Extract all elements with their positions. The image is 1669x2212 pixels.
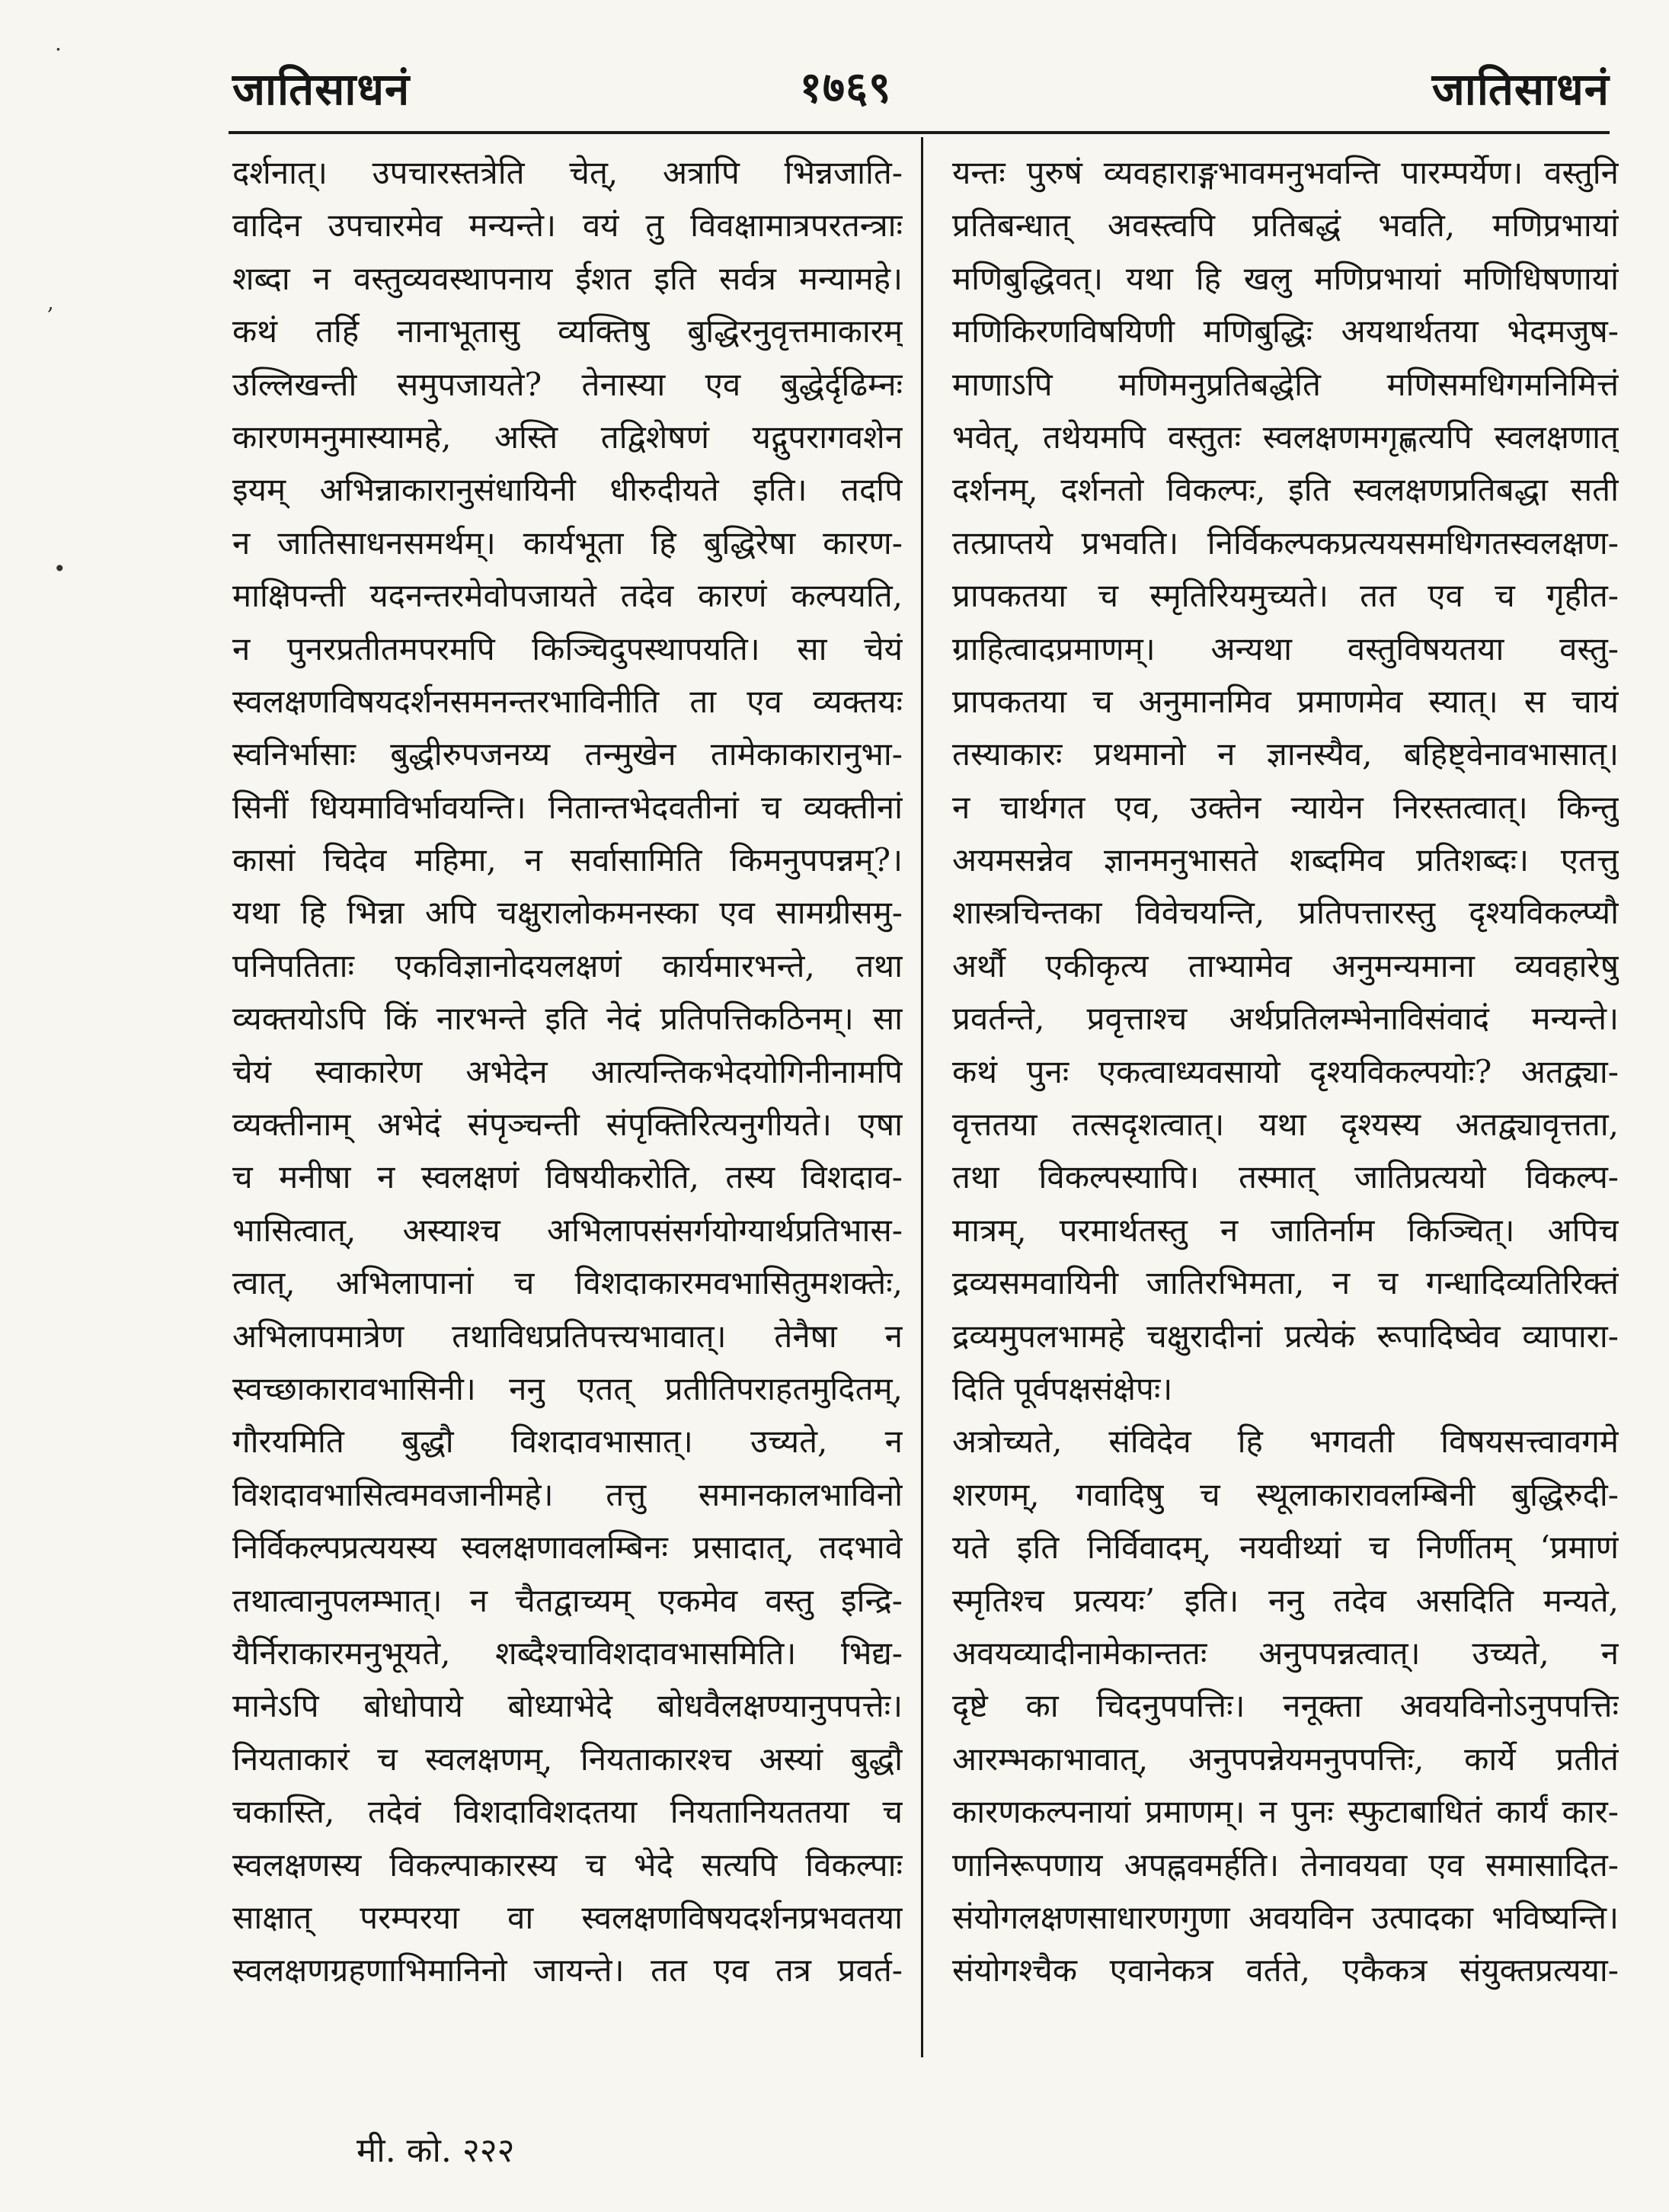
text-line: उल्लिखन्ती समुपजायते? तेनास्या एव बुद्धेर्दृढिम्नः xyxy=(232,365,903,403)
text-line: णानिरूपणाय अपह्नवमर्हति। तेनावयवा एव समासादित- xyxy=(952,1845,1619,1884)
text-line: दृष्टे का चिदनुपपत्तिः। ननूक्ता अवयविनोऽनुपपत्तिः xyxy=(952,1687,1619,1725)
text-line: तथा विकल्पस्यापि। तस्मात् जातिप्रत्ययो विकल्प- xyxy=(952,1158,1619,1196)
text-line: न पुनरप्रतीतमपरमपि किञ्चिदुपस्थापयति। सा चेयं xyxy=(232,629,903,667)
text-line: आरम्भकाभावात्, अनुपपन्नेयमनुपपत्तिः, कार्ये प्रतीतं xyxy=(952,1740,1619,1778)
text-line: तस्याकारः प्रथमानो न ज्ञानस्यैव, बहिष्ट्वेनावभासात्। xyxy=(952,735,1619,773)
text-line: स्वलक्षणग्रहणाभिमानिनो जायन्ते। तत एव तत्र प्रवर्त- xyxy=(232,1951,903,1990)
footer-signature: मी. को. २२२ xyxy=(357,2131,515,2170)
text-line: स्वलक्षणस्य विकल्पाकारस्य च भेदे सत्यपि विकल्पाः xyxy=(232,1845,903,1884)
left-column xyxy=(232,146,903,1997)
margin-mark: , xyxy=(47,290,54,315)
right-column xyxy=(952,146,1619,1997)
text-line: विशदावभासित्वमवजानीमहे। तत्तु समानकालभाविनो xyxy=(232,1475,903,1513)
text-line: कारणकल्पनायां प्रमाणम्। न पुनः स्फुटाबाधितं कार्यं कार- xyxy=(952,1793,1619,1831)
text-line: अयमसन्नेव ज्ञानमनुभासते शब्दमिव प्रतिशब्दः। एतत्तु xyxy=(952,841,1619,879)
text-line: अभिलापमात्रेण तथाविधप्रतिपत्त्यभावात्। तेनैषा न xyxy=(232,1317,903,1355)
text-line: प्रापकतया च अनुमानमिव प्रमाणमेव स्यात्। स चायं xyxy=(952,682,1619,720)
text-line: भासित्वात्, अस्याश्च अभिलापसंसर्गयोग्यार्थप्रतिभास- xyxy=(232,1211,903,1249)
margin-mark: • xyxy=(53,556,66,581)
text-line: मात्रम्, परमार्थतस्तु न जातिर्नाम किञ्चित्। अपिच xyxy=(952,1211,1619,1249)
text-line: मानेऽपि बोधोपाये बोध्याभेदे बोधवैलक्षण्यानुपपत्तेः। xyxy=(232,1687,903,1725)
text-line: चकास्ति, तदेवं विशदाविशदतया नियतानियततया च xyxy=(232,1793,903,1831)
column-divider xyxy=(921,137,923,2057)
text-line: माणाऽपि मणिमनुप्रतिबद्धेति मणिसमधिगमनिमित्तं xyxy=(952,365,1619,403)
text-line: यन्तः पुरुषं व्यवहाराङ्गभावमनुभवन्ति पारम्पर्येण। वस्तुनि xyxy=(952,154,1619,191)
text-line: दिति पूर्वपक्षसंक्षेपः। xyxy=(952,1369,1173,1407)
text-line: कासां चिदेव महिमा, न सर्वासामिति किमनुपपन्नम्?। xyxy=(232,841,903,879)
text-line: वृत्ततया तत्सदृशत्वात्। यथा दृश्यस्य अतद्व्यावृत्तता, xyxy=(952,1106,1619,1144)
text-line: अवयव्यादीनामेकान्ततः अनुपपन्नत्वात्। उच्यते, न xyxy=(952,1634,1619,1672)
margin-mark: . xyxy=(55,30,62,56)
text-line: कारणमनुमास्यामहे, अस्ति तद्विशेषणं यद्गुपरागवशेन xyxy=(232,418,903,456)
running-header-right: जातिसाधनं xyxy=(1431,63,1610,115)
header-rule xyxy=(229,131,1610,134)
text-line: संयोगश्चैक एवानेकत्र वर्तते, एकैकत्र संयुक्तप्रत्यया- xyxy=(952,1951,1619,1990)
text-line: व्यक्तीनाम् अभेदं संपृञ्चन्ती संपृक्तिरित्यनुगीयते। एषा xyxy=(232,1106,903,1144)
text-line: दर्शनात्। उपचारस्तत्रेति चेत्, अत्रापि भिन्नजाति- xyxy=(232,154,903,191)
text-line: कथं पुनः एकत्वाध्यवसायो दृश्यविकल्पयोः? अतद्व्या- xyxy=(952,1052,1619,1090)
text-line: च मनीषा न स्वलक्षणं विषयीकरोति, तस्य विशदाव- xyxy=(232,1158,903,1196)
text-line: यते इति निर्विवादम्, नयवीथ्यां च निर्णीतम् ‘प्रमाणं xyxy=(952,1529,1619,1567)
text-line: द्रव्यसमवायिनी जातिरभिमता, न च गन्धादिव्यतिरिक्तं xyxy=(952,1264,1619,1302)
text-line: स्वलक्षणविषयदर्शनसमनन्तरभाविनीति ता एव व्यक्तयः xyxy=(232,682,903,720)
page-number: १७६९ xyxy=(799,62,892,113)
text-line: चेयं स्वाकारेण अभेदेन आत्यन्तिकभेदयोगिनीनामपि xyxy=(232,1052,903,1090)
running-header-left: जातिसाधनं xyxy=(232,63,411,115)
text-line: तथात्वानुपलम्भात्। न चैतद्वाच्यम् एकमेव वस्तु इन्द्रि- xyxy=(232,1581,903,1619)
text-line: साक्षात् परम्परया वा स्वलक्षणविषयदर्शनप्रभवतया xyxy=(232,1898,903,1936)
text-line: ग्राहित्वादप्रमाणम्। अन्यथा वस्तुविषयतया वस्तु- xyxy=(952,629,1619,667)
text-line: प्रापकतया च स्मृतिरियमुच्यते। तत एव च गृहीत- xyxy=(952,577,1619,615)
text-line: शरणम्, गवादिषु च स्थूलाकारावलम्बिनी बुद्धिरुदी- xyxy=(952,1475,1619,1513)
text-line: तत्प्राप्तये प्रभवति। निर्विकल्पकप्रत्ययसमधिगतस्वलक्षण- xyxy=(952,523,1619,562)
text-line: शास्त्रचिन्तका विवेचयन्ति, प्रतिपत्तारस्तु दृश्यविकल्प्यौ xyxy=(952,894,1619,932)
text-line: नियताकारं च स्वलक्षणम्, नियताकारश्च अस्यां बुद्धौ xyxy=(232,1740,903,1778)
text-line: अत्रोच्यते, संविदेव हि भगवती विषयसत्त्वावगमे xyxy=(952,1423,1619,1461)
text-line: शब्दा न वस्तुव्यवस्थापनाय ईशत इति सर्वत्र मन्यामहे। xyxy=(232,259,903,297)
text-line: स्मृतिश्च प्रत्ययः’ इति। ननु तदेव असदिति मन्यते, xyxy=(952,1581,1619,1619)
text-line: निर्विकल्पप्रत्ययस्य स्वलक्षणावलम्बिनः प्रसादात्, तदभावे xyxy=(232,1529,903,1567)
text-line: मणिबुद्धिवत्। यथा हि खलु मणिप्रभायां मणिधिषणायां xyxy=(952,259,1619,297)
text-line: स्वच्छाकारावभासिनी। ननु एतत् प्रतीतिपराहतमुदितम्, xyxy=(232,1369,903,1407)
text-line: प्रतिबन्धात् अवस्त्वपि प्रतिबद्धं भवति, मणिप्रभायां xyxy=(952,206,1619,245)
text-line: भवेत्, तथेयमपि वस्तुतः स्वलक्षणमगृह्णत्यपि स्वलक्षणात् xyxy=(952,418,1619,456)
text-line: दर्शनम्, दर्शनतो विकल्पः, इति स्वलक्षणप्रतिबद्धा सती xyxy=(952,471,1619,509)
text-line: न चार्थगत एव, उक्तेन न्यायेन निरस्तत्वात्। किन्तु xyxy=(952,788,1619,826)
text-line: प्रवर्तन्ते, प्रवृत्ताश्च अर्थप्रतिलम्भेनाविसंवादं मन्यन्ते। xyxy=(952,1000,1619,1038)
text-line: त्वात्, अभिलापानां च विशदाकारमवभासितुमशक्तेः, xyxy=(232,1264,903,1302)
text-line: यैर्निराकारमनुभूयते, शब्दैश्चाविशदावभासमिति। भिद्य- xyxy=(232,1634,903,1672)
text-line: यथा हि भिन्ना अपि चक्षुरालोकमनस्का एव सामग्रीसमु- xyxy=(232,894,903,932)
text-line: व्यक्तयोऽपि किं नारभन्ते इति नेदं प्रतिपत्तिकठिनम्। सा xyxy=(232,1000,903,1038)
text-line: पनिपतिताः एकविज्ञानोदयलक्षणं कार्यमारभन्ते, तथा xyxy=(232,946,903,984)
text-line: माक्षिपन्ती यदनन्तरमेवोपजायते तदेव कारणं कल्पयति, xyxy=(232,577,903,615)
text-line: स्वनिर्भासाः बुद्धीरुपजनय्य तन्मुखेन तामेकाकारानुभा- xyxy=(232,735,903,773)
text-line: मणिकिरणविषयिणी मणिबुद्धिः अयथार्थतया भेदमजुष- xyxy=(952,312,1619,351)
text-line: गौरयमिति बुद्धौ विशदावभासात्। उच्यते, न xyxy=(232,1423,903,1461)
text-line: इयम् अभिन्नाकारानुसंधायिनी धीरुदीयते इति। तदपि xyxy=(232,471,903,509)
text-line: सिनीं धियमाविर्भावयन्ति। नितान्तभेदवतीनां च व्यक्तीनां xyxy=(232,788,903,826)
text-line: न जातिसाधनसमर्थम्। कार्यभूता हि बुद्धिरेषा कारण- xyxy=(232,523,903,562)
text-line: अर्थौ एकीकृत्य ताभ्यामेव अनुमन्यमाना व्यवहारेषु xyxy=(952,946,1619,984)
text-line: वादिन उपचारमेव मन्यन्ते। वयं तु विवक्षामात्रपरतन्त्राः xyxy=(232,206,903,245)
text-line: कथं तर्हि नानाभूतासु व्यक्तिषु बुद्धिरनुवृत्तमाकारम् xyxy=(232,312,903,351)
text-line: द्रव्यमुपलभामहे चक्षुरादीनां प्रत्येकं रूपादिष्वेव व्यापारा- xyxy=(952,1317,1619,1355)
text-line: संयोगलक्षणसाधारणगुणा अवयविन उत्पादका भविष्यन्ति। xyxy=(952,1898,1619,1936)
